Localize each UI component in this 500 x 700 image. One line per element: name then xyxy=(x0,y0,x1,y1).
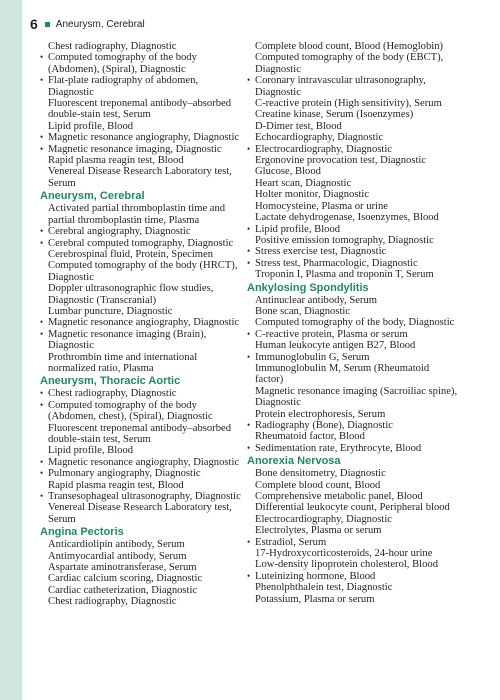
test-entry xyxy=(40,166,242,189)
test-entry-text: Antinuclear antibody, Serum xyxy=(255,294,377,306)
test-entry-text: Homocysteine, Plasma or urine xyxy=(255,200,388,212)
test-entry xyxy=(40,480,242,491)
bullet-icon: • xyxy=(247,223,251,234)
test-entry xyxy=(40,121,242,132)
test-entry-text: Protein electrophoresis, Serum xyxy=(255,408,386,420)
bullet-icon: • xyxy=(40,132,44,143)
bullet-icon: • xyxy=(40,399,44,410)
test-entry xyxy=(40,52,242,75)
test-entry-text: Chest radiography, Diagnostic xyxy=(48,388,177,400)
test-entry-text: Magnetic resonance imaging, Diagnostic xyxy=(48,143,222,155)
test-entry xyxy=(247,340,459,351)
test-entry-text: Positive emission tomography, Diagnostic xyxy=(255,234,434,246)
test-entry xyxy=(40,445,242,456)
test-entry xyxy=(40,329,242,352)
bullet-icon: • xyxy=(247,442,251,453)
test-entry xyxy=(247,144,459,155)
test-entry-text: Computed tomography of the body, Diagnostic xyxy=(255,317,455,329)
test-entry xyxy=(247,109,459,120)
test-entry xyxy=(40,98,242,121)
test-entry xyxy=(247,155,459,166)
test-entry-text: Electrocardiography, Diagnostic xyxy=(255,513,392,525)
test-entry xyxy=(40,155,242,166)
test-entry-text: Glucose, Blood xyxy=(255,166,321,178)
test-entry xyxy=(40,226,242,237)
test-entry xyxy=(247,212,459,223)
test-entry-text: Immunoglobulin M, Serum (Rheumatoid factor) xyxy=(255,362,430,386)
test-entry xyxy=(247,98,459,109)
test-entry xyxy=(40,400,242,423)
test-entry xyxy=(247,269,459,280)
bullet-icon: • xyxy=(247,351,251,362)
test-entry xyxy=(247,201,459,212)
page-edge-strip xyxy=(0,0,22,700)
section-heading: Aneurysm, Cerebral xyxy=(40,190,145,203)
test-entry xyxy=(247,166,459,177)
test-entry xyxy=(247,306,459,317)
test-entry-text: Chest radiography, Diagnostic xyxy=(48,596,177,608)
test-entry xyxy=(247,514,459,525)
test-entry xyxy=(40,573,242,584)
test-entry-text: Bone densitometry, Diagnostic xyxy=(255,468,386,480)
test-entry xyxy=(40,388,242,399)
test-entry-text: Pulmonary angiography, Diagnostic xyxy=(48,468,201,480)
test-entry-text: Computed tomography of the body (EBCT), Diagnostic xyxy=(255,52,444,75)
bullet-icon: • xyxy=(40,237,44,248)
left-column xyxy=(40,41,242,608)
test-entry-text: Potassium, Plasma or serum xyxy=(255,593,375,605)
test-entry-text: Heart scan, Diagnostic xyxy=(255,177,352,189)
test-entry xyxy=(40,75,242,98)
bullet-icon: • xyxy=(247,328,251,339)
test-entry-text: Transesophageal ultrasonography, Diagnostic xyxy=(48,491,241,503)
test-entry-text: Cerebrospinal fluid, Protein, Specimen xyxy=(48,248,214,260)
test-entry-text: Coronary intravascular ultrasonography, Diagnostic xyxy=(255,75,426,98)
test-entry xyxy=(247,178,459,189)
bullet-icon: • xyxy=(40,317,44,328)
test-entry xyxy=(40,238,242,249)
section-heading: Angina Pectoris xyxy=(40,526,124,539)
test-entry-text: 17-Hydroxycorticosteroids, 24-hour urine xyxy=(255,548,433,560)
test-entry-text: Magnetic resonance angiography, Diagnostic xyxy=(48,317,240,329)
test-entry xyxy=(40,491,242,502)
test-entry xyxy=(40,423,242,446)
test-entry xyxy=(247,352,459,363)
test-entry-text: Fluorescent treponemal antibody–absorbed double-stain test, Serum xyxy=(48,422,231,445)
test-entry-text: Holter monitor, Diagnostic xyxy=(255,189,370,201)
test-entry-text: Cerebral computed tomography, Diagnostic xyxy=(48,237,234,249)
test-entry xyxy=(247,52,459,75)
test-entry-text: Computed tomography of the body (HRCT), Diagnostic xyxy=(48,260,238,283)
test-entry-text: Magnetic resonance imaging (Sacroiliac spine), Diagnostic xyxy=(255,385,458,409)
test-entry xyxy=(40,596,242,607)
test-entry-text: Cardiac calcium scoring, Diagnostic xyxy=(48,573,203,585)
test-entry xyxy=(40,562,242,573)
test-entry xyxy=(40,260,242,283)
bullet-icon: • xyxy=(40,52,44,63)
test-entry xyxy=(247,443,459,454)
test-entry-text: Sedimentation rate, Erythrocyte, Blood xyxy=(255,442,422,454)
test-entry xyxy=(40,41,242,52)
test-entry-text: Lipid profile, Blood xyxy=(48,445,134,457)
test-entry-text: Activated partial thromboplastin time and partial thromboplastin time, Plasma xyxy=(48,203,226,226)
test-entry-text: Complete blood count, Blood (Hemoglobin) xyxy=(255,41,444,52)
test-entry xyxy=(40,144,242,155)
test-entry xyxy=(40,203,242,226)
page-header xyxy=(30,14,480,34)
bullet-icon: • xyxy=(40,456,44,467)
section-heading: Ankylosing Spondylitis xyxy=(247,281,369,294)
test-entry xyxy=(247,386,459,409)
bullet-icon: • xyxy=(247,257,251,268)
test-entry xyxy=(247,548,459,559)
test-entry-text: Fluorescent treponemal antibody–absorbed double-stain test, Serum xyxy=(48,98,231,121)
test-entry xyxy=(247,431,459,442)
test-entry-text: Lactate dehydrogenase, Isoenzymes, Blood xyxy=(255,212,439,224)
right-column xyxy=(247,41,459,605)
test-entry-text: Computed tomography of the body (Abdomen), (Spiral), Diagnostic xyxy=(48,52,197,75)
test-entry-text: Lumbar puncture, Diagnostic xyxy=(48,305,173,317)
test-entry-text: Venereal Disease Research Laboratory test, Serum xyxy=(48,502,232,525)
test-entry xyxy=(247,502,459,513)
test-entry xyxy=(247,121,459,132)
test-entry xyxy=(247,258,459,269)
test-entry-text: Troponin I, Plasma and troponin T, Serum xyxy=(255,269,434,281)
bullet-icon: • xyxy=(247,570,251,581)
test-entry-text: Doppler ultrasonographic flow studies, Diagnostic (Transcranial) xyxy=(48,283,214,306)
test-entry xyxy=(40,551,242,562)
section-heading: Aneurysm, Thoracic Aortic xyxy=(40,375,181,388)
test-entry-text: Computed tomography of the body (Abdomen, chest), (Spiral), Diagnostic xyxy=(48,399,213,423)
test-entry-text: Electrolytes, Plasma or serum xyxy=(255,525,382,537)
test-entry-text: Rapid plasma reagin test, Blood xyxy=(48,479,184,491)
test-entry xyxy=(247,224,459,235)
test-entry xyxy=(247,571,459,582)
test-entry xyxy=(247,329,459,340)
test-entry-text: Anticardiolipin antibody, Serum xyxy=(48,539,185,551)
test-entry xyxy=(247,409,459,420)
bullet-icon: • xyxy=(247,536,251,547)
test-entry-text: Rapid plasma reagin test, Blood xyxy=(48,155,184,167)
test-entry xyxy=(247,480,459,491)
test-entry-text: Lipid profile, Blood xyxy=(48,120,134,132)
test-entry xyxy=(247,420,459,431)
bullet-icon: • xyxy=(247,420,251,430)
test-entry xyxy=(247,537,459,548)
test-entry xyxy=(40,585,242,596)
test-entry-text: Chest radiography, Diagnostic xyxy=(48,41,177,52)
bullet-icon: • xyxy=(40,143,44,154)
test-entry xyxy=(40,352,242,375)
test-entry xyxy=(40,249,242,260)
test-entry xyxy=(247,594,459,605)
bullet-icon: • xyxy=(40,491,44,502)
bullet-icon: • xyxy=(40,75,44,86)
bullet-icon: • xyxy=(40,468,44,479)
test-entry-text: Complete blood count, Blood xyxy=(255,479,381,491)
test-entry xyxy=(247,468,459,479)
test-entry-text: Flat-plate radiography of abdomen, Diagnostic xyxy=(48,75,199,98)
test-entry-text: Creatine kinase, Serum (Isoenzymes) xyxy=(255,109,414,121)
test-entry-text: Comprehensive metabolic panel, Blood xyxy=(255,491,423,503)
bullet-icon: • xyxy=(247,143,251,154)
test-entry-text: Low-density lipoprotein cholesterol, Blood xyxy=(255,559,439,571)
test-entry xyxy=(247,295,459,306)
test-entry xyxy=(247,363,459,386)
page-number: 6 xyxy=(30,16,38,32)
test-entry-text: C-reactive protein (High sensitivity), Serum xyxy=(255,98,442,110)
test-entry xyxy=(40,468,242,479)
test-entry xyxy=(40,306,242,317)
test-entry-text: Prothrombin time and international normalized ratio, Plasma xyxy=(48,351,198,374)
test-entry-text: Magnetic resonance angiography, Diagnostic xyxy=(48,132,240,144)
test-entry-text: Ergonovine provocation test, Diagnostic xyxy=(255,155,427,167)
test-entry-text: Human leukocyte antigen B27, Blood xyxy=(255,340,416,352)
bullet-icon: • xyxy=(247,75,251,86)
bullet-icon: • xyxy=(40,328,44,339)
bullet-icon: • xyxy=(247,246,251,257)
test-entry-text: Electrocardiography, Diagnostic xyxy=(255,143,392,155)
test-entry xyxy=(247,41,459,52)
test-entry xyxy=(40,457,242,468)
test-entry-text: Antimyocardial antibody, Serum xyxy=(48,550,187,562)
test-entry-text: Luteinizing hormone, Blood xyxy=(255,570,376,582)
test-entry-text: Lipid profile, Blood xyxy=(255,223,341,235)
test-entry-text: Rheumatoid factor, Blood xyxy=(255,431,365,443)
bullet-icon: • xyxy=(40,388,44,399)
test-entry-text: Venereal Disease Research Laboratory test, Serum xyxy=(48,166,232,189)
test-entry xyxy=(247,559,459,570)
test-entry-text: Cardiac catheterization, Diagnostic xyxy=(48,584,198,596)
test-entry-text: Stress exercise test, Diagnostic xyxy=(255,246,387,258)
test-entry-text: Aspartate aminotransferase, Serum xyxy=(48,562,197,574)
test-entry xyxy=(247,235,459,246)
test-entry xyxy=(247,317,459,328)
test-entry-text: Echocardiography, Diagnostic xyxy=(255,132,384,144)
test-entry-text: D-Dimer test, Blood xyxy=(255,120,342,132)
test-entry-text: Immunoglobulin G, Serum xyxy=(255,351,370,363)
test-entry-text: Differential leukocyte count, Peripheral blood xyxy=(255,502,450,514)
test-entry xyxy=(40,539,242,550)
test-entry xyxy=(40,502,242,525)
test-entry-text: C-reactive protein, Plasma or serum xyxy=(255,328,408,340)
test-entry xyxy=(247,75,459,98)
test-entry-text: Stress test, Pharmacologic, Diagnostic xyxy=(255,257,418,269)
test-entry-text: Radiography (Bone), Diagnostic xyxy=(255,420,393,431)
bullet-icon: • xyxy=(40,226,44,237)
running-head: Aneurysm, Cerebral xyxy=(55,18,145,30)
test-entry xyxy=(247,582,459,593)
test-entry-text: Magnetic resonance imaging (Brain), Diagnostic xyxy=(48,328,207,352)
test-entry xyxy=(40,317,242,328)
test-entry xyxy=(40,283,242,306)
test-entry xyxy=(247,132,459,143)
section-heading: Anorexia Nervosa xyxy=(247,455,341,468)
test-entry xyxy=(247,525,459,536)
test-entry-text: Phenolphthalein test, Diagnostic xyxy=(255,582,393,594)
test-entry-text: Cerebral angiography, Diagnostic xyxy=(48,226,191,238)
header-square-icon xyxy=(45,22,50,27)
test-entry xyxy=(40,132,242,143)
test-entry xyxy=(247,491,459,502)
test-entry-text: Estradiol, Serum xyxy=(255,536,327,548)
test-entry-text: Bone scan, Diagnostic xyxy=(255,305,351,317)
test-entry-text: Magnetic resonance angiography, Diagnostic xyxy=(48,456,240,468)
test-entry xyxy=(247,246,459,257)
test-entry xyxy=(247,189,459,200)
